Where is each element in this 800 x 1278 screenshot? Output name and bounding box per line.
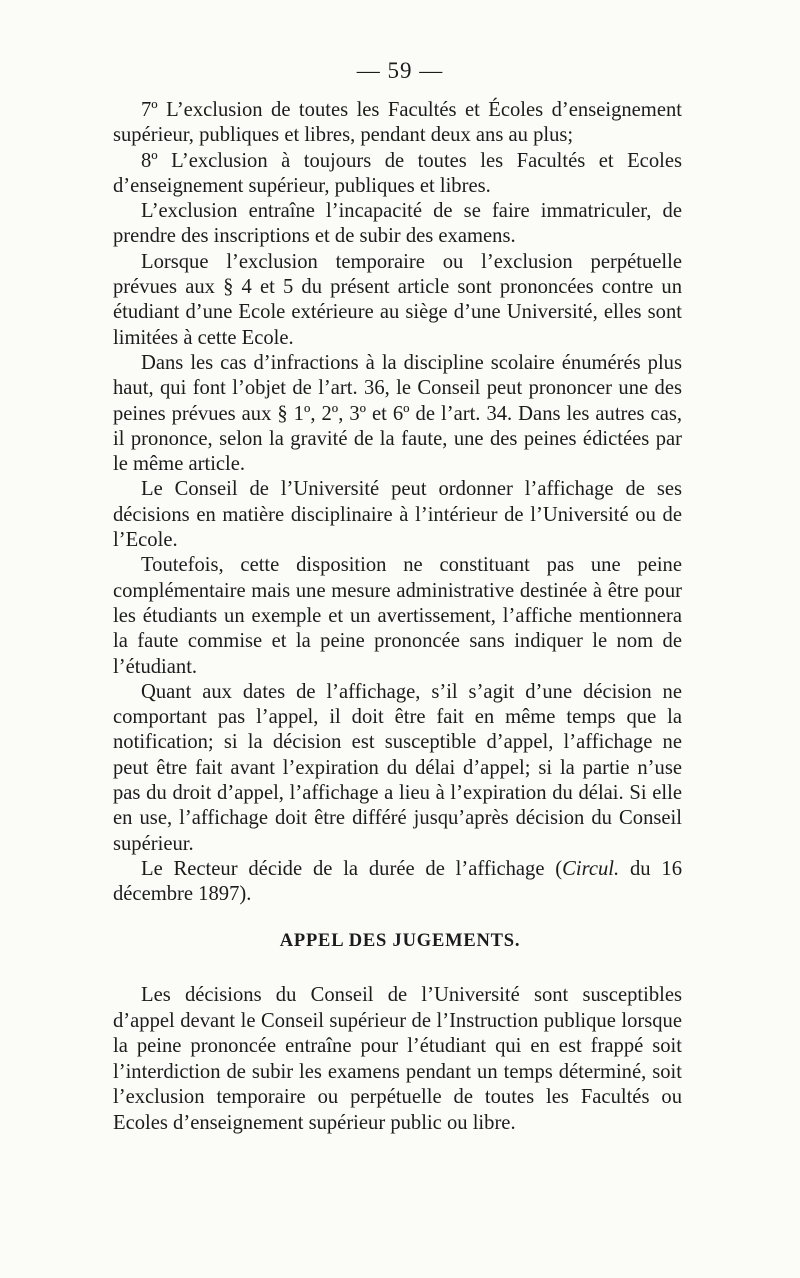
paragraph-item-7: 7º L’exclusion de toutes les Facultés et Écoles d’enseignement supérieur, publiques et libres, pendant deux ans au plus; [113,99,682,147]
section-heading: APPEL DES JUGEMENTS. [279,931,521,951]
rector-text-after: du 16 décembre 1897). [113,857,682,906]
paragraph-external-school: Lorsque l’exclusion temporaire ou l’exclusion perpétuelle prévues aux § 4 et 5 du présent article sont prononcées contre un étudiant d’une Ecole extérieure au siège d’une Université, elles sont limitées à cette Ecole. [113,250,682,349]
page-number: — 59 — [356,58,444,83]
paragraph-posting-nature: Toutefois, cette disposition ne constituant pas une peine complémentaire mais une mesure administrative destinée à être pour les étudiants un exemple et un avertissement, l’affiche mentionnera la faute commise et la peine prononcée sans indiquer le nom de l’étudiant. [113,554,682,678]
paragraph-posting-dates: Quant aux dates de l’affichage, s’il s’agit d’une décision ne comportant pas l’appel, il doit être fait en même temps que la notification; si la décision est susceptible d’appel, l’affichage ne peut être fait avant l’expiration du délai d’appel; si la partie n’use pas du droit d’appel, l’affichage a lieu à l’expiration du délai. Si elle en use, l’affichage doit être différé jusqu’après décision du Conseil supérieur. [113,680,682,855]
rector-text-before: Le Recteur décide de la durée de l’affichage ( [141,857,563,880]
paragraph-posting-decisions: Le Conseil de l’Université peut ordonner l’affichage de ses décisions en matière disciplinaire à l’intérieur de l’Université ou de l’Ecole. [113,478,682,552]
paragraph-appeal: Les décisions du Conseil de l’Université sont susceptibles d’appel devant le Conseil supérieur de l’Instruction publique lorsque la peine prononcée entraîne pour l’étudiant qui en est frappé soit l’interdiction de subir les examens pendant un temps déterminé, soit l’exclusion temporaire ou perpétuelle de toutes les Facultés ou Ecoles d’enseignement supérieur public ou libre. [113,984,682,1134]
main-text [113,98,682,908]
circular-citation: Circul. [562,857,620,880]
paragraph-rector-duration [113,857,682,908]
paragraph-infractions: Dans les cas d’infractions à la discipline scolaire énumérés plus haut, qui font l’objet de l’art. 36, le Conseil peut prononcer une des peines prévues aux § 1º, 2º, 3º et 6º de l’art. 34. Dans les autres cas, il prononce, selon la gravité de la faute, une des peines édictées par le même article. [113,351,682,476]
paragraph-item-8: 8º L’exclusion à toujours de toutes les Facultés et Ecoles d’enseignement supérieur, publiques et libres. [113,149,682,197]
section-text [113,983,682,1137]
paragraph-exclusion-effects: L’exclusion entraîne l’incapacité de se faire immatriculer, de prendre des inscriptions et de subir des examens. [113,200,682,248]
